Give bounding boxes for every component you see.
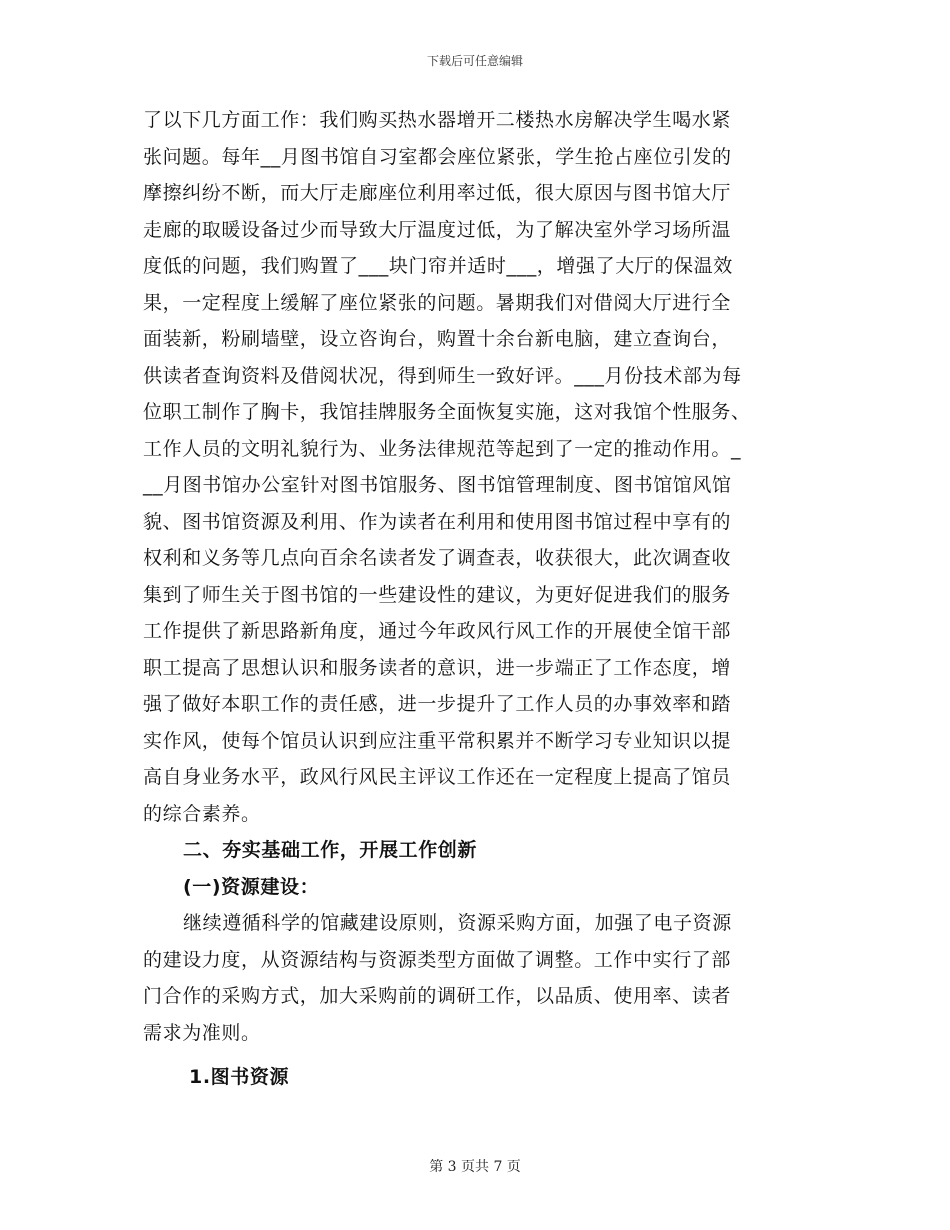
subsection-heading: (一)资源建设： <box>183 875 320 898</box>
text-line: 张问题。每年__月图书馆自习室都会座位紧张，学生抢占座位引发的 <box>143 145 732 168</box>
text-line: 门合作的采购方式，加大采购前的调研工作，以品质、使用率、读者 <box>143 985 732 1007</box>
document-body <box>143 102 805 1096</box>
text-line: 继续遵循科学的馆藏建设原则，资源采购方面，加强了电子资源 <box>183 912 732 934</box>
text-line: 位职工制作了胸卡，我馆挂牌服务全面恢复实施，这对我馆个性服务、 <box>143 401 751 423</box>
paragraph-work-summary <box>143 102 805 832</box>
page-header: 下载后可任意编辑 <box>426 54 523 68</box>
text-line: 权利和义务等几点向百余名读者发了调查表，收获很大，此次调查收 <box>143 547 732 569</box>
text-line: 的综合素养。 <box>143 802 261 825</box>
text-line: 果，一定程度上缓解了座位紧张的问题。暑期我们对借阅大厅进行全 <box>143 291 732 314</box>
text-line: 貌、图书馆资源及利用、作为读者在利用和使用图书馆过程中享有的 <box>143 510 732 533</box>
text-line: 工作提供了新思路新角度，通过今年政风行风工作的开展使全馆干部 <box>143 620 732 642</box>
text-line: 度低的问题，我们购置了___块门帘并适时___，增强了大厅的保温效 <box>143 255 733 277</box>
text-line: 供读者查询资料及借阅状况，得到师生一致好评。___月份技术部为每 <box>143 364 742 387</box>
section-heading: 二、夯实基础工作，开展工作创新 <box>183 839 478 861</box>
text-line: 摩擦纠纷不断，而大厅走廊座位利用率过低，很大原因与图书馆大厅 <box>143 182 732 204</box>
text-line: __月图书馆办公室针对图书馆服务、图书馆管理制度、图书馆馆风馆 <box>143 474 732 496</box>
text-line: 面装新，粉刷墙壁，设立咨询台，购置十余台新电脑，建立查询台， <box>143 328 732 350</box>
page-number: 第 3 页共 7 页 <box>429 1159 521 1175</box>
text-line: 走廊的取暖设备过少而导致大厅温度过低，为了解决室外学习场所温 <box>143 218 732 241</box>
text-line: 的建设力度，从资源结构与资源类型方面做了调整。工作中实行了部 <box>143 948 732 971</box>
text-line: 需求为准则。 <box>143 1021 261 1044</box>
item-heading: 1.图书资源 <box>189 1066 290 1088</box>
text-line: 高自身业务水平，政风行风民主评议工作还在一定程度上提高了馆员 <box>143 766 732 788</box>
paragraph-resource-building <box>143 905 805 1051</box>
text-line: 工作人员的文明礼貌行为、业务法律规范等起到了一定的推动作用。_ <box>143 437 742 460</box>
text-line: 实作风，使每个馆员认识到应注重平常积累并不断学习专业知识以提 <box>143 729 732 752</box>
text-line: 职工提高了思想认识和服务读者的意识，进一步端正了工作态度，增 <box>143 656 732 679</box>
text-line: 了以下几方面工作：我们购买热水器增开二楼热水房解决学生喝水紧 <box>143 109 732 131</box>
text-line: 强了做好本职工作的责任感，进一步提升了工作人员的办事效率和踏 <box>143 693 732 715</box>
text-line: 集到了师生关于图书馆的一些建设性的建议，为更好促进我们的服务 <box>143 583 732 606</box>
